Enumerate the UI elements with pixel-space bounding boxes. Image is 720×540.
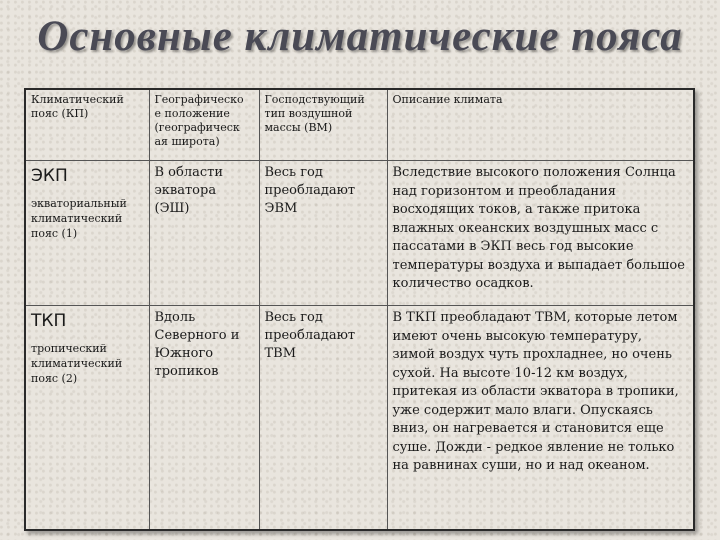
position-cell: В области экватора (ЭШ): [149, 161, 259, 306]
zone-abbr: ТКП: [31, 311, 67, 331]
table-row: [25, 306, 694, 531]
header-zone: Климатический пояс (КП): [25, 89, 149, 161]
header-air-mass: Господствующий тип воздушной массы (ВМ): [259, 89, 387, 161]
zone-cell: [25, 306, 149, 531]
page-title: Основные климатические пояса: [37, 13, 683, 60]
climate-zones-table: [24, 88, 695, 531]
air-mass-cell: Весь год преобладают ТВМ: [259, 306, 387, 531]
position-cell: Вдоль Северного и Южного тропиков: [149, 306, 259, 531]
zone-abbr: ЭКП: [31, 166, 68, 186]
description-cell: Вследствие высокого положения Солнца над горизонтом и преобладания восходящих токов, а также притока влажных океанских воздушных масс с пассатами в ЭКП весь год высокие температуры воздуха и выпадает большое количество осадков.: [387, 161, 694, 306]
header-description: Описание климата: [387, 89, 694, 161]
table-row: [25, 161, 694, 306]
header-position: Географическо е положение (географическ ая широта): [149, 89, 259, 161]
zone-name: экваториальный климатический пояс (1): [31, 197, 127, 240]
zone-cell: [25, 161, 149, 306]
zone-name: тропический климатический пояс (2): [31, 342, 123, 385]
air-mass-cell: Весь год преобладают ЭВМ: [259, 161, 387, 306]
description-cell: В ТКП преобладают ТВМ, которые летом имеют очень высокую температуру, зимой воздух чуть прохладнее, но очень сухой. На высоте 10-12 км воздух, притекая из области экватора в тропики, уже содержит мало влаги. Опускаясь вниз, он нагревается и становится еще суше. Дожди - редкое явление не только на равнинах суши, но и над океаном.: [387, 306, 694, 531]
table-header-row: [25, 89, 694, 161]
